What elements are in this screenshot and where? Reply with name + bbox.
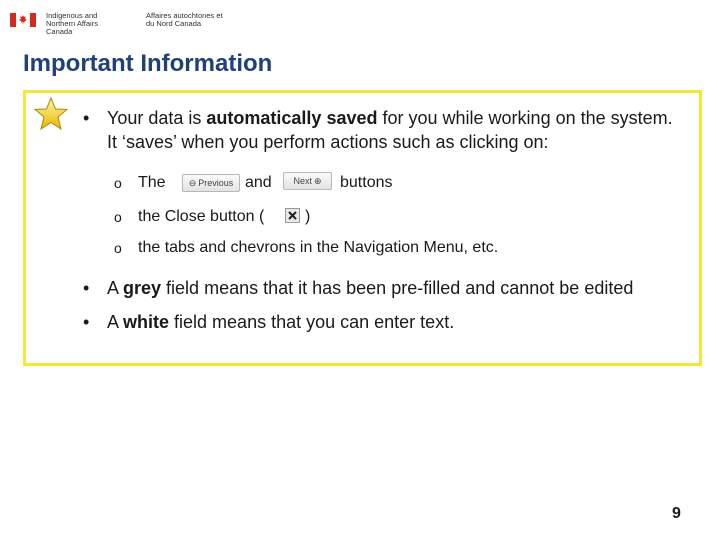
circle-arrow-left-icon: ⊖: [188, 177, 197, 188]
page-number: 9: [672, 505, 681, 522]
page-title: Important Information: [23, 50, 273, 77]
sub-marker: o: [114, 209, 122, 225]
department-name-en: Indigenous and Northern Affairs Canada: [46, 11, 98, 36]
bullet-marker: •: [83, 312, 90, 332]
next-label: Next: [293, 176, 312, 186]
sub-marker: o: [114, 240, 122, 256]
star-icon: [33, 96, 69, 132]
bullet-text: A white field means that you can enter text.: [107, 312, 455, 332]
sub-text-close-paren: ): [305, 208, 311, 225]
bullet-text: A grey field means that it has been pre-filled and cannot be edited: [107, 278, 634, 298]
sub-marker: o: [114, 175, 122, 191]
sub-text-the: The: [138, 174, 166, 191]
sub-text-close: the Close button (: [138, 208, 265, 225]
bullet-text: Your data is automatically saved for you while working on the system. It ‘saves’ when you perform actions such as clicking on:: [107, 108, 673, 152]
circle-arrow-right-icon: ⊕: [313, 175, 322, 186]
bullet-marker: •: [83, 278, 90, 298]
close-icon[interactable]: [285, 208, 300, 223]
sub-text-navigation: the tabs and chevrons in the Navigation Menu, etc.: [138, 239, 499, 256]
previous-label: Previous: [198, 178, 234, 188]
canada-flag-icon: [10, 13, 36, 27]
gc-signature: [10, 10, 223, 36]
previous-button[interactable]: [182, 174, 240, 192]
sub-text-buttons: buttons: [340, 174, 393, 191]
next-button[interactable]: [283, 172, 332, 190]
bullet-marker: •: [83, 108, 90, 128]
department-name-fr: Affaires autochtones et du Nord Canada: [146, 11, 223, 28]
sub-text-and: and: [245, 174, 272, 191]
